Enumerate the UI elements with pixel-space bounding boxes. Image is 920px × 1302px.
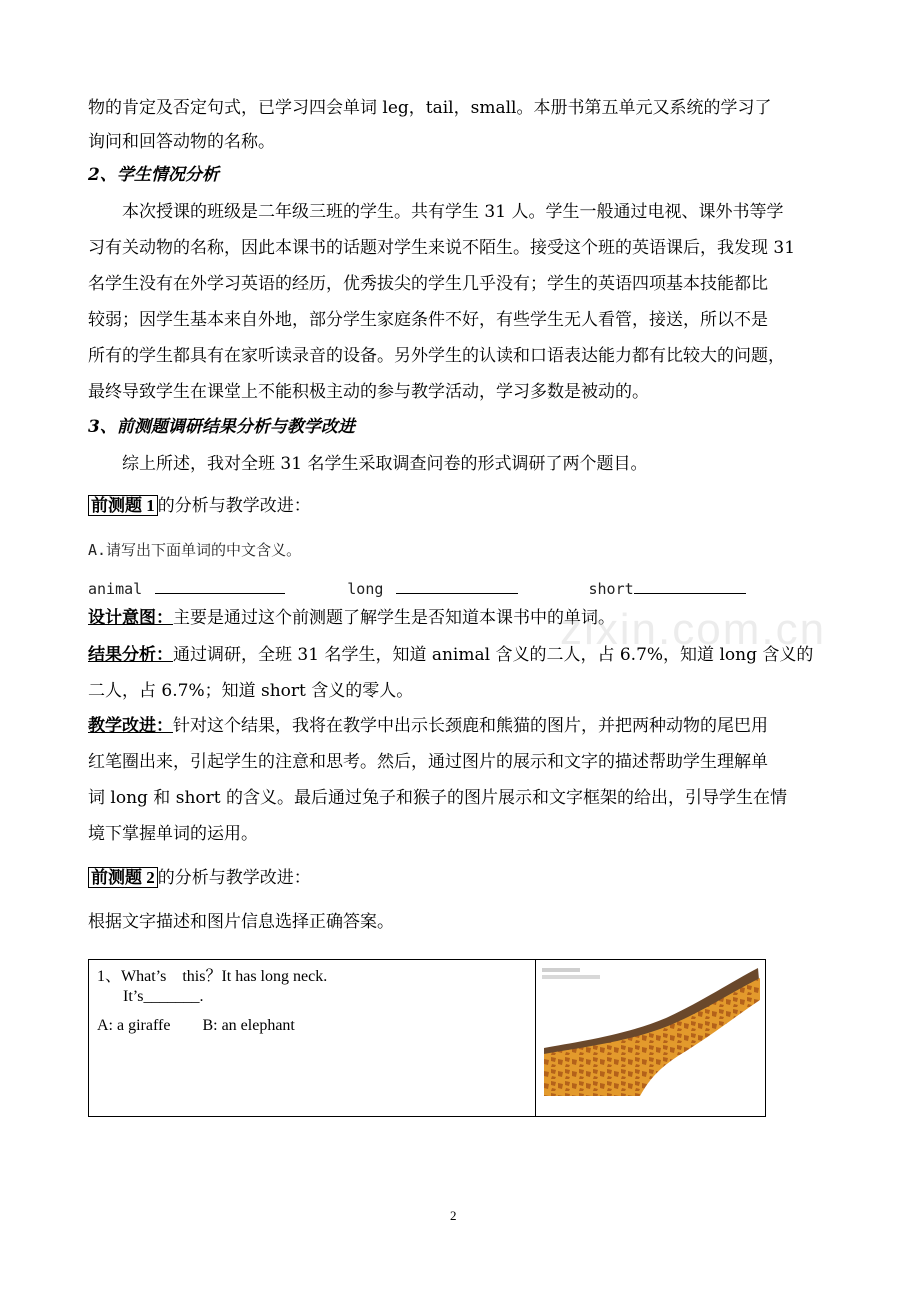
watermark: zixin.com.cn (560, 605, 827, 654)
paragraph-line: 询问和回答动物的名称。 (88, 132, 275, 152)
result-label: 结果分析： (88, 645, 173, 664)
design-text: 主要是通过这个前测题了解学生是否知道本课书中的单词。 (173, 608, 615, 628)
paragraph-line: 物的肯定及否定句式，已学习四会单词 leg，tail，small。本册书第五单元又系统的学习了 (88, 98, 772, 118)
answer-blank (155, 576, 285, 594)
paragraph-line: 较弱；因学生基本来自外地，部分学生家庭条件不好，有些学生无人看管，接送，所以不是 (88, 310, 768, 330)
question-cell (89, 960, 536, 1116)
word-blanks-row (88, 576, 746, 601)
test2-title (88, 866, 311, 890)
answer-options: A: a giraffe B: an elephant (97, 1017, 295, 1034)
improve-text: 针对这个结果，我将在教学中出示长颈鹿和熊猫的图片，并把两种动物的尾巴用 (173, 716, 768, 736)
design-intent (88, 606, 615, 630)
answer-blank (396, 576, 518, 594)
test1-label: 前测题 1 (88, 495, 158, 516)
word-long: long (347, 580, 384, 598)
section-heading: 2、学生情况分析 (88, 165, 219, 185)
design-label: 设计意图： (88, 608, 173, 627)
paragraph-line: 习有关动物的名称，因此本课书的话题对学生来说不陌生。接受这个班的英语课后，我发现 31 (88, 238, 796, 258)
answer-line: It’s_______. (123, 988, 204, 1005)
paragraph-line: 综上所述，我对全班 31 名学生采取调查问卷的形式调研了两个题目。 (122, 454, 648, 474)
paragraph-line: 红笔圈出来，引起学生的注意和思考。然后，通过图片的展示和文字的描述帮助学生理解单 (88, 752, 768, 772)
paragraph-line: 最终导致学生在课堂上不能积极主动的参与教学活动，学习多数是被动的。 (88, 382, 649, 402)
image-cell (536, 960, 765, 1116)
paragraph-line: 本次授课的班级是二年级三班的学生。共有学生 31 人。学生一般通过电视、课外书等学 (122, 202, 784, 222)
test1-instruction: A.请写出下面单词的中文含义。 (88, 541, 302, 559)
test1-suffix: 的分析与教学改进： (157, 496, 311, 516)
word-short: short (588, 580, 634, 598)
section-heading: 3、前测题调研结果分析与教学改进 (88, 417, 355, 437)
result-text: 通过调研，全班 31 名学生，知道 animal 含义的二人，占 6.7%，知道 long 含义的 (173, 645, 814, 665)
test1-title (88, 494, 311, 518)
page-number: 2 (450, 1208, 457, 1223)
paragraph-line: 境下掌握单词的运用。 (88, 824, 258, 844)
question-text: 1、What’s this？It has long neck. (97, 968, 328, 985)
test2-suffix: 的分析与教学改进： (157, 868, 311, 888)
paragraph-line: 所有的学生都具有在家听读录音的设备。另外学生的认读和口语表达能力都有比较大的问题， (88, 346, 785, 366)
word-animal: animal (88, 580, 143, 598)
teaching-improvement (88, 714, 768, 738)
paragraph-line: 词 long 和 short 的含义。最后通过兔子和猴子的图片展示和文字框架的给出，引导学生在情 (88, 788, 787, 808)
question-table (88, 959, 766, 1117)
giraffe-neck-image (536, 960, 765, 1116)
improve-label: 教学改进： (88, 716, 173, 735)
test2-label: 前测题 2 (88, 867, 158, 888)
paragraph-line: 二人，占 6.7%；知道 short 含义的零人。 (88, 681, 414, 701)
answer-blank (634, 576, 746, 594)
paragraph-line: 名学生没有在外学习英语的经历，优秀拔尖的学生几乎没有；学生的英语四项基本技能都比 (88, 274, 768, 294)
test2-instruction: 根据文字描述和图片信息选择正确答案。 (88, 912, 394, 932)
